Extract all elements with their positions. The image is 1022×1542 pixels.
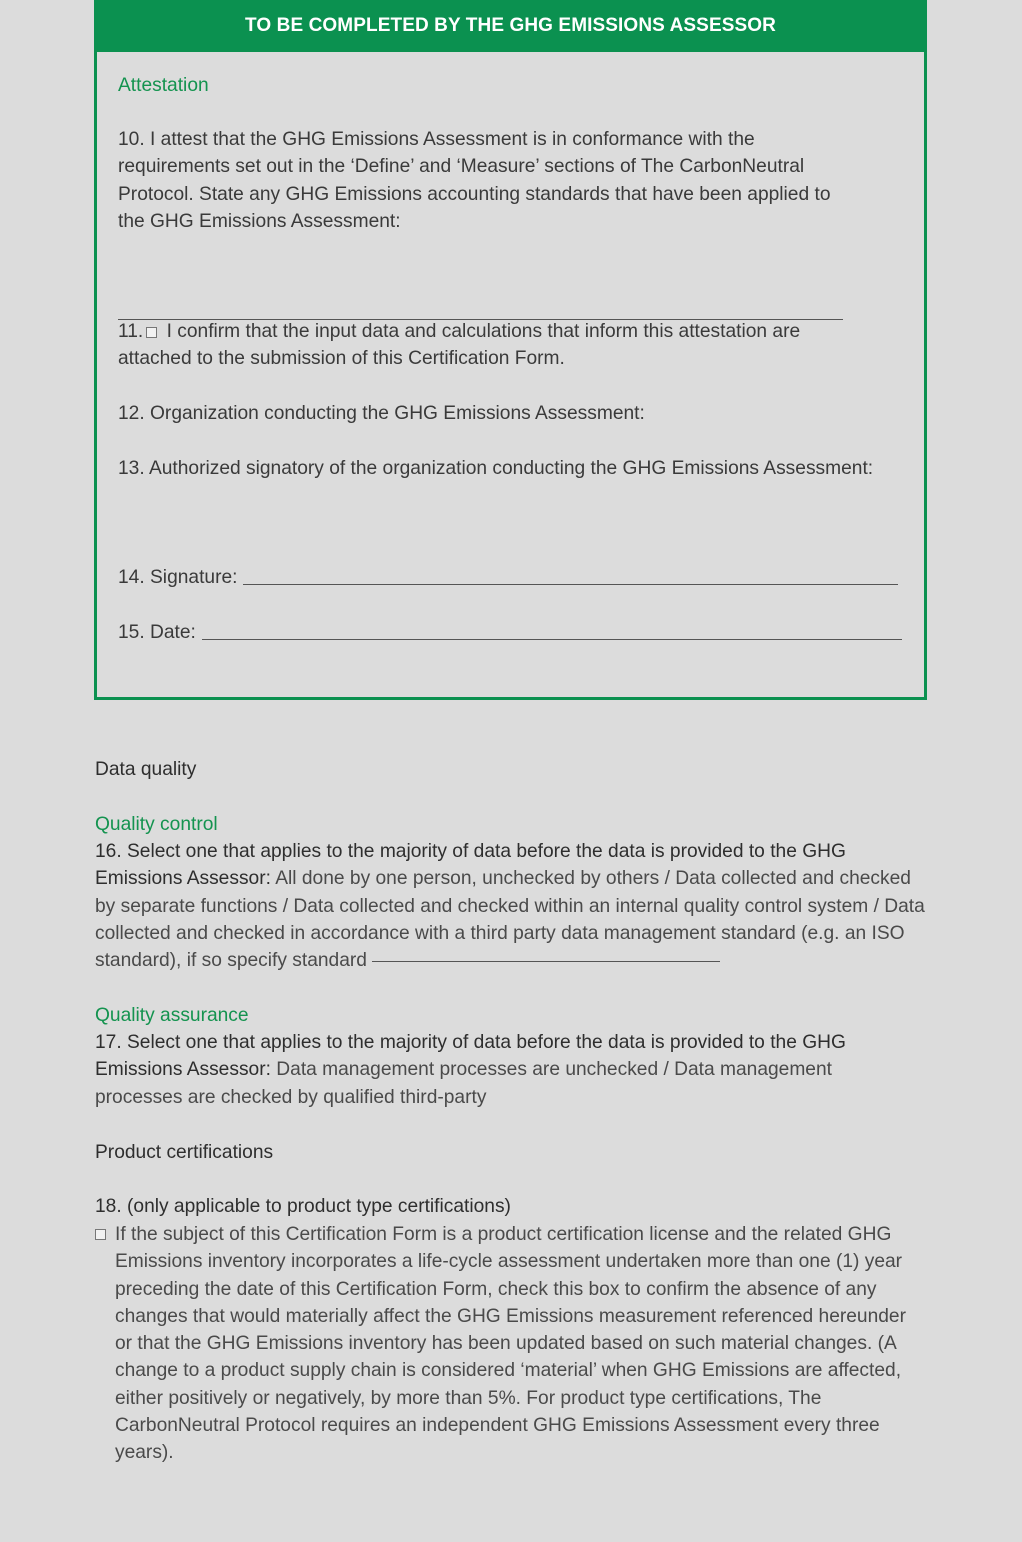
question-18-text: If the subject of this Certification Form is a product certification license and the related GHG Emissions inventory incorporates a life-cycle assessment undertaken more than one (1) year preceding the date of this Certification Form, check this box to confirm the absence of any changes that would materially affect the GHG Emissions measurement referenced hereunder or that the GHG Emissions inventory has been updated based on such material changes. (A change to a product supply chain is considered ‘material’ when GHG Emissions are affected, either positively or negatively, by more than 5%. For product type certifications, The CarbonNeutral Protocol requires an independent GHG Emissions Assessment every three years). [115,1224,906,1464]
question-12: 12. Organization conducting the GHG Emissions Assessment: [118,403,645,424]
question-17-label: 17. Select one that applies to the majority of data before the data is provided to the GHG Emissions Assessor: [95,1032,846,1081]
date-label: 15. Date: [118,622,196,643]
assessor-section-header: TO BE COMPLETED BY THE GHG EMISSIONS ASSESSOR [97,0,924,52]
question-11-text: I confirm that the input data and calculations that inform this attestation are attached to the submission of this Certification Form. [118,321,801,370]
standard-input-line[interactable] [372,961,720,962]
signature-label: 14. Signature: [118,567,238,588]
date-input-line[interactable] [202,639,902,640]
question-18-label: 18. (only applicable to product type certifications) [95,1196,511,1217]
quality-control-title: Quality control [95,814,218,835]
quality-assurance-title: Quality assurance [95,1005,249,1026]
question-11 [118,318,853,373]
signature-input-line[interactable] [243,584,898,585]
question-16-options: All done by one person, unchecked by others / Data collected and checked by separate functions / Data collected and checked within an internal quality control system / Data collected and checked in accordance with a third party data management standard (e.g. an ISO standard), if so specify standard [95,868,925,972]
question-11-number: 11. [118,321,144,342]
date-row [118,619,902,646]
question-17 [95,1029,905,1111]
question-11-checkbox[interactable] [146,327,157,338]
assessor-section [94,0,927,700]
attestation-title: Attestation [118,75,209,96]
question-18-checkbox[interactable] [95,1229,106,1240]
product-certifications-heading: Product certifications [95,1142,274,1163]
signature-row [118,564,898,591]
question-13: 13. Authorized signatory of the organization conducting the GHG Emissions Assessment: [118,458,874,479]
question-17-options: Data management processes are unchecked / Data management processes are checked by qualified third-party [95,1059,832,1108]
question-16 [95,838,925,974]
question-10: 10. I attest that the GHG Emissions Assessment is in conformance with the requirements set out in the ‘Define’ and ‘Measure’ sections of The CarbonNeutral Protocol. State any GHG Emissions accounting standards that have been applied to the GHG Emissions Assessment: [118,129,831,232]
question-16-label: 16. Select one that applies to the majority of data before the data is provided to the GHG Emissions Assessor: [95,841,846,890]
data-quality-heading: Data quality [95,759,197,780]
